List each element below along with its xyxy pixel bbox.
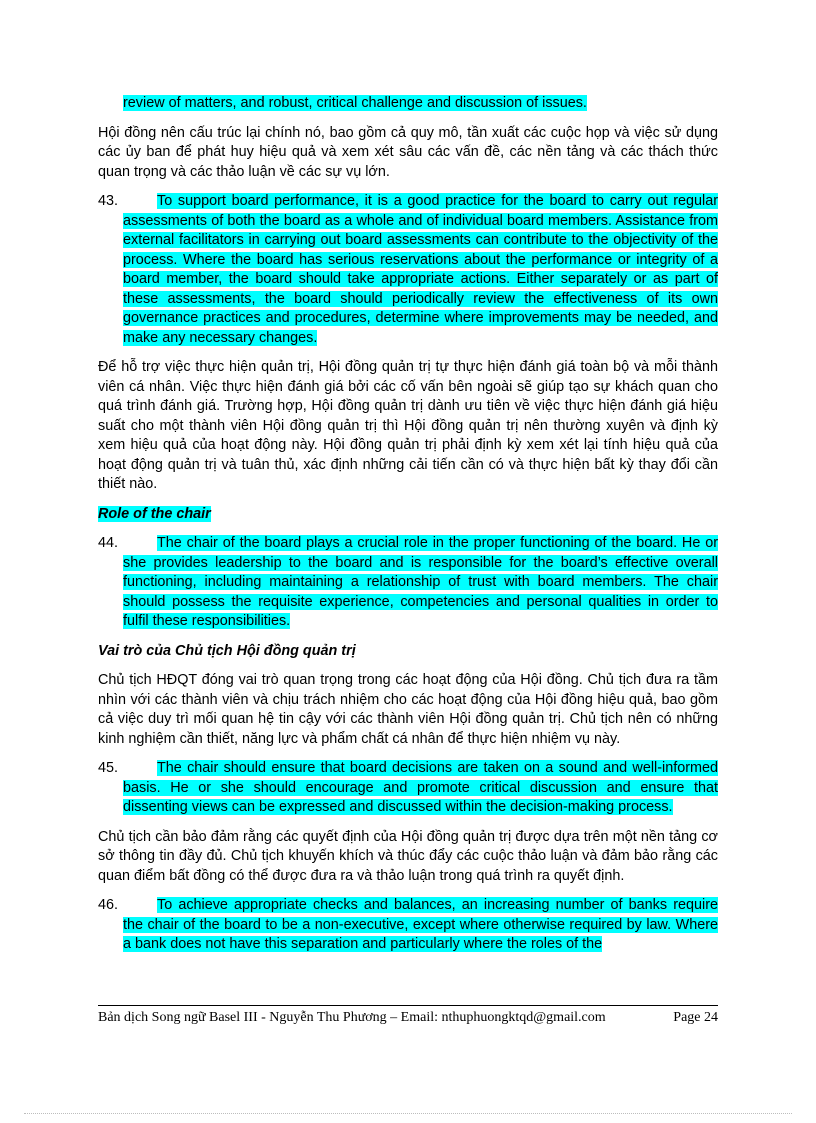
paragraph-45 <box>98 759 718 818</box>
section-heading-vietnamese: Vai trò của Chủ tịch Hội đồng quản trị <box>98 642 356 659</box>
paragraph-43 <box>98 192 718 348</box>
paragraph-number: 44. <box>98 535 119 551</box>
paragraph-46 <box>98 896 718 955</box>
footer-divider <box>98 1005 718 1006</box>
highlighted-text: The chair should ensure that board decisions are taken on a sound and well-informed basis. He or she should encourage and promote critical discussion and ensure that dissenting views can be expressed and discussed within the decision-making process. <box>123 760 718 815</box>
paragraph-number: 46. <box>98 897 119 913</box>
section-heading-english: Role of the chair <box>98 505 211 522</box>
highlighted-text: The chair of the board plays a crucial role in the proper functioning of the board. He or she provides leadership to the board and is responsible for the board’s effective overall functioning, including maintaining a relationship of trust with board members. The chair should possess the requisite experience, competencies and personal qualities in order to fulfil these responsibilities. <box>123 535 718 629</box>
highlighted-text: To support board performance, it is a good practice for the board to carry out regular assessments of both the board as a whole and of individual board members. Assistance from external facilitators in carrying out board assessments can contribute to the objectivity of the process. Where the board has serious reservations about the performance or integrity of a board member, the board should take appropriate actions. Either separately or as part of these assessments, the board should periodically review the effectiveness of its own governance practices and procedures, determine where improvements may be needed, and make any necessary changes. <box>123 193 718 346</box>
highlighted-text: review of matters, and robust, critical challenge and discussion of issues. <box>123 95 587 111</box>
paragraph-44-vietnamese: Chủ tịch HĐQT đóng vai trò quan trọng trong các hoạt động của Hội đồng. Chủ tịch đưa ra tầm nhìn với các thành viên và chịu trách nhiệm cho các hoạt động của Hội đồng hiệu quả, bao gồm cả việc duy trì mối quan hệ tin cậy với các thành viên Hội đồng quản trị. Chủ tịch nên có những kinh nghiệm cần thiết, năng lực và phẩm chất cá nhân để thực hiện nhiệm vụ này. <box>98 672 718 747</box>
paragraph-42-continuation <box>98 94 718 114</box>
page-boundary <box>24 1113 792 1114</box>
page-footer <box>98 1010 718 1026</box>
paragraph-45-vietnamese: Chủ tịch cần bảo đảm rằng các quyết định của Hội đồng quản trị được dựa trên một nền tảng cơ sở thông tin đầy đủ. Chủ tịch khuyến khích và thúc đẩy các cuộc thảo luận và đảm bảo rằng các quan điểm bất đồng có thể được đưa ra và thảo luận trong quá trình ra quyết định. <box>98 828 718 884</box>
footer-text: Bản dịch Song ngữ Basel III - Nguyễn Thu Phương – Email: nthuphuongktqd@gmail.com <box>98 1010 606 1025</box>
paragraph-number: 45. <box>98 760 119 776</box>
page-number: Page 24 <box>673 1010 718 1025</box>
document-body <box>98 94 718 965</box>
highlighted-text: To achieve appropriate checks and balances, an increasing number of banks require the chair of the board to be a non-executive, except where otherwise required by law. Where a bank does not have this separation and particularly where the roles of the <box>123 897 718 952</box>
paragraph-44 <box>98 534 718 632</box>
paragraph-number: 43. <box>98 193 119 209</box>
paragraph-42-vietnamese: Hội đồng nên cấu trúc lại chính nó, bao gồm cả quy mô, tần xuất các cuộc họp và việc sử dụng các ủy ban để phát huy hiệu quả và xem xét sâu các vấn đề, các nền tảng và các thách thức quan trọng và các thảo luận về các sự vụ lớn. <box>98 124 718 180</box>
paragraph-43-vietnamese: Để hỗ trợ việc thực hiện quản trị, Hội đồng quản trị tự thực hiện đánh giá toàn bộ và mỗi thành viên cá nhân. Việc thực hiện đánh giá bởi các cố vấn bên ngoài sẽ giúp tạo sự khách quan cho quá trình đánh giá. Trường hợp, Hội đồng quản trị dành ưu tiên về việc thực hiện đánh giá hiệu suất cho một thành viên Hội đồng quản trị thì Hội đồng quản trị nên thường xuyên và định kỳ xem hiệu quả của hoạt động này. Hội đồng quản trị phải định kỳ xem xét lại tính hiệu quả của hoạt động quản trị và tuân thủ, xác định những cải tiến cần có và thực hiện bất kỳ thay đổi cần thiết nào. <box>98 359 718 492</box>
